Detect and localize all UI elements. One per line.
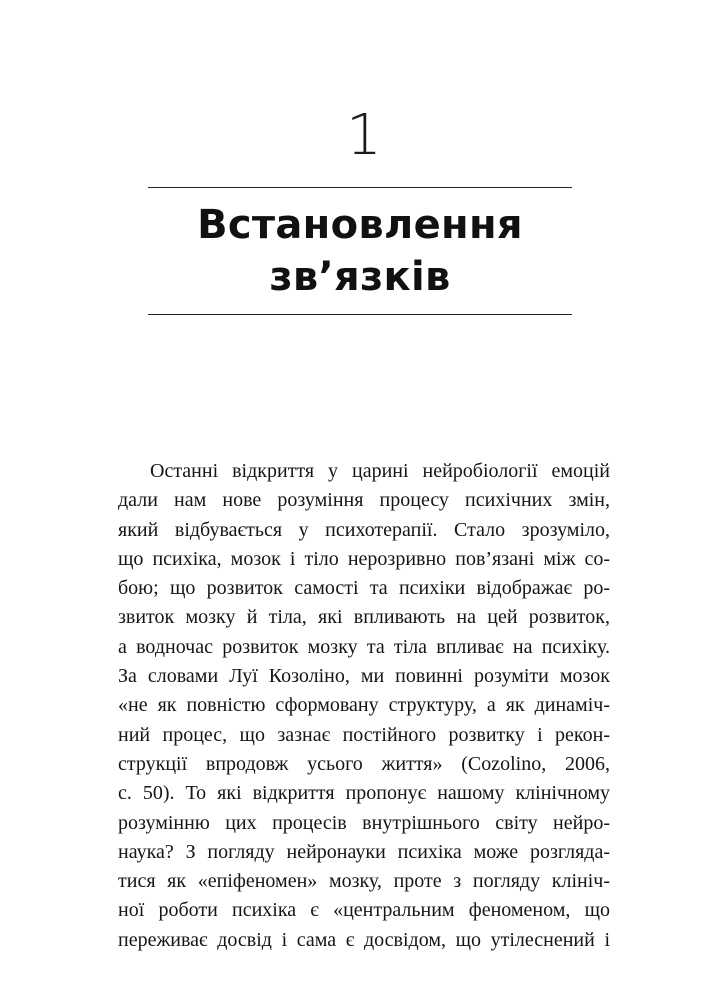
text-line: бою; що розвиток самості та психіки відображає ро- (118, 577, 610, 600)
body-paragraph (118, 457, 610, 955)
text-line: переживає досвід і сама є досвідом, що утілеснений і (118, 928, 610, 951)
text-line: с. 50). То які відкриття пропонує нашому клінічному (118, 782, 610, 805)
text-line: який відбувається у психотерапії. Стало зрозуміло, (118, 518, 610, 541)
text-line: що психіка, мозок і тіло нерозривно пов’язані між со- (118, 547, 610, 570)
text-line: дали нам нове розуміння процесу психічних змін, (118, 489, 610, 512)
text-line: розумінню цих процесів внутрішнього світу нейро- (118, 811, 610, 834)
title-bottom-rule (148, 314, 572, 315)
text-line: струкції впродовж усього життя» (Cozolino, 2006, (118, 752, 610, 775)
title-top-rule (148, 187, 572, 188)
text-line: ної роботи психіка є «центральним феноменом, що (118, 899, 610, 922)
chapter-number: 1 (346, 103, 382, 168)
text-line: тися як «епіфеномен» мозку, проте з погляду клініч- (118, 870, 610, 893)
text-line: а водночас розвиток мозку та тіла впливає на психіку. (118, 635, 610, 658)
chapter-title-line-1: Встановлення (197, 202, 523, 248)
text-line: звиток мозку й тіла, які впливають на цей розвиток, (118, 606, 610, 629)
text-line: «не як повністю сформовану структуру, а як динаміч- (118, 694, 610, 717)
chapter-title (100, 199, 620, 303)
chapter-title-line-2: зв’язків (269, 254, 451, 300)
text-line: Останні відкриття у царині нейробіології емоцій (150, 460, 610, 482)
text-line: ний процес, що зазнає постійного розвитку і рекон- (118, 723, 610, 746)
text-line: наука? З погляду нейронауки психіка може розгляда- (118, 840, 610, 863)
text-line: За словами Луї Козоліно, ми повинні розуміти мозок (118, 665, 610, 688)
